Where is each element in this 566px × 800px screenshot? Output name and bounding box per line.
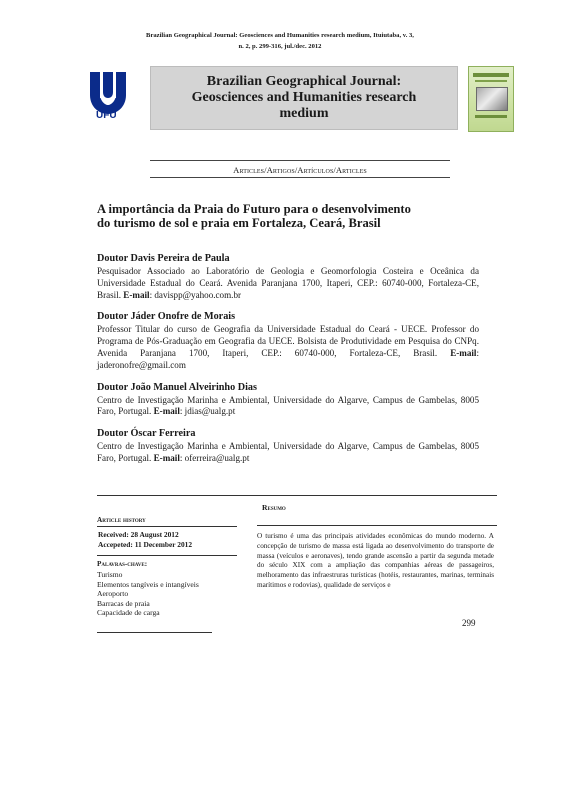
journal-title-line-3: medium bbox=[279, 106, 329, 121]
resumo-heading: Resumo bbox=[262, 503, 286, 512]
received-date: Received: 28 August 2012 bbox=[98, 530, 179, 539]
author-affiliation bbox=[97, 441, 479, 465]
author-name: Doutor Óscar Ferreira bbox=[97, 428, 196, 440]
article-title-line-1: A importância da Praia do Futuro para o desenvolvimento bbox=[97, 202, 411, 216]
article-history-dates bbox=[98, 530, 192, 550]
author-block bbox=[97, 428, 479, 465]
resumo-text: O turismo é uma das principais atividades econômicas do mundo moderno. A concepção de turismo de massa está ligada ao desenvolvimento do transporte de massa (veículos e aeronaves), tendo grande ascensão a partir da segunda metade do século XIX com a ampliação das companhias aéreas de passageiros, melhoramento das infraestruras turísticas (hotéis, restaurantes, marinas, terminais marítimos e rodovias), qualidade de serviços e bbox=[257, 532, 494, 589]
keyword-item: Barracas de praia bbox=[97, 598, 150, 608]
affiliation-text: Centro de Investigação Marinha e Ambiental, Universidade do Algarve, Campus de Gambelas, 8005 Faro, Portugal. bbox=[97, 441, 479, 463]
divider bbox=[150, 177, 450, 178]
keyword-item: Capacidade de carga bbox=[97, 608, 160, 618]
email-address[interactable]: : jaderonofre@gmail.com bbox=[97, 347, 479, 370]
journal-title-box bbox=[150, 66, 458, 130]
email-label: E-mail bbox=[123, 289, 150, 300]
keyword-item: Elementos tangíveis e intangíveis bbox=[97, 579, 199, 589]
accepted-date: Accepeted: 11 December 2012 bbox=[98, 540, 193, 549]
divider bbox=[97, 632, 212, 633]
email-address[interactable]: : jdias@ualg.pt bbox=[179, 406, 236, 417]
page-number: 299 bbox=[462, 618, 476, 628]
cover-image bbox=[476, 87, 508, 111]
email-label: E-mail bbox=[153, 452, 180, 463]
author-name: Doutor João Manuel Alveirinho Dias bbox=[97, 381, 257, 393]
author-block bbox=[97, 253, 479, 301]
keyword-item: Turismo bbox=[97, 570, 123, 579]
journal-title-line-1: Brazilian Geographical Journal: bbox=[206, 74, 402, 89]
cover-band bbox=[475, 115, 507, 118]
author-block bbox=[97, 382, 479, 419]
author-affiliation bbox=[97, 266, 479, 301]
keywords-list bbox=[97, 570, 199, 618]
divider bbox=[150, 160, 450, 161]
section-label: Articles/Artigos/Artículos/Articles bbox=[233, 165, 367, 175]
author-affiliation bbox=[97, 324, 479, 371]
keyword-item: Aeroporto bbox=[97, 589, 129, 599]
journal-citation-header bbox=[60, 30, 500, 52]
article-history-heading: Article history bbox=[97, 516, 146, 524]
divider bbox=[257, 525, 497, 526]
author-block bbox=[97, 311, 479, 371]
citation-line-1: Brazilian Geographical Journal: Geosciences and Humanities research medium, Ituiutaba, v. 3, bbox=[146, 32, 414, 39]
ufu-logo-text: UFU bbox=[96, 110, 117, 121]
journal-title-line-2: Geosciences and Humanities research bbox=[191, 90, 417, 105]
affiliation-text: Pesquisador Associado ao Laboratório de Geologia e Geomorfologia Costeira e Oceânica da Universidade Estadual do Ceará. Avenida Paranjana 1700, Itaperi, CEP.: 60740-000, Fortaleza-CE, Brasil. bbox=[97, 266, 479, 300]
affiliation-text: Centro de Investigação Marinha e Ambiental, Universidade do Algarve, Campus de Gambelas, 8005 Faro, Portugal. bbox=[97, 394, 479, 417]
divider bbox=[97, 495, 497, 496]
journal-cover-thumbnail bbox=[468, 66, 514, 132]
author-name: Doutor Jáder Onofre de Morais bbox=[97, 311, 236, 323]
divider bbox=[97, 526, 237, 527]
email-address[interactable]: : oferreira@ualg.pt bbox=[179, 452, 250, 463]
author-affiliation bbox=[97, 395, 479, 419]
cover-band bbox=[473, 73, 509, 77]
article-title-line-2: do turismo de sol e praia em Fortaleza, Ceará, Brasil bbox=[97, 216, 381, 230]
author-list bbox=[97, 253, 479, 475]
divider bbox=[97, 555, 237, 556]
affiliation-text: Professor Titular do curso de Geografia da Universidade Estadual do Ceará - UECE. Professor do Programa de Pós-Graduação em Geografia da UECE. Bolsista de Produtividade em Pesquisa do CNPq. Avenida Paranjana 1700, Itaperi, CEP.: 60740-000, Fortaleza-CE, Brasil. bbox=[97, 324, 479, 358]
email-label: E-mail bbox=[450, 347, 477, 358]
article-title bbox=[97, 202, 497, 230]
keywords-heading: Palavras-chave: bbox=[97, 560, 148, 568]
author-name: Doutor Davis Pereira de Paula bbox=[97, 253, 230, 264]
email-label: E-mail bbox=[153, 406, 180, 417]
citation-line-2: n. 2, p. 299-316, jul./dec. 2012 bbox=[238, 43, 322, 50]
email-address[interactable]: : davispp@yahoo.com.br bbox=[149, 289, 242, 300]
cover-band bbox=[475, 80, 507, 82]
